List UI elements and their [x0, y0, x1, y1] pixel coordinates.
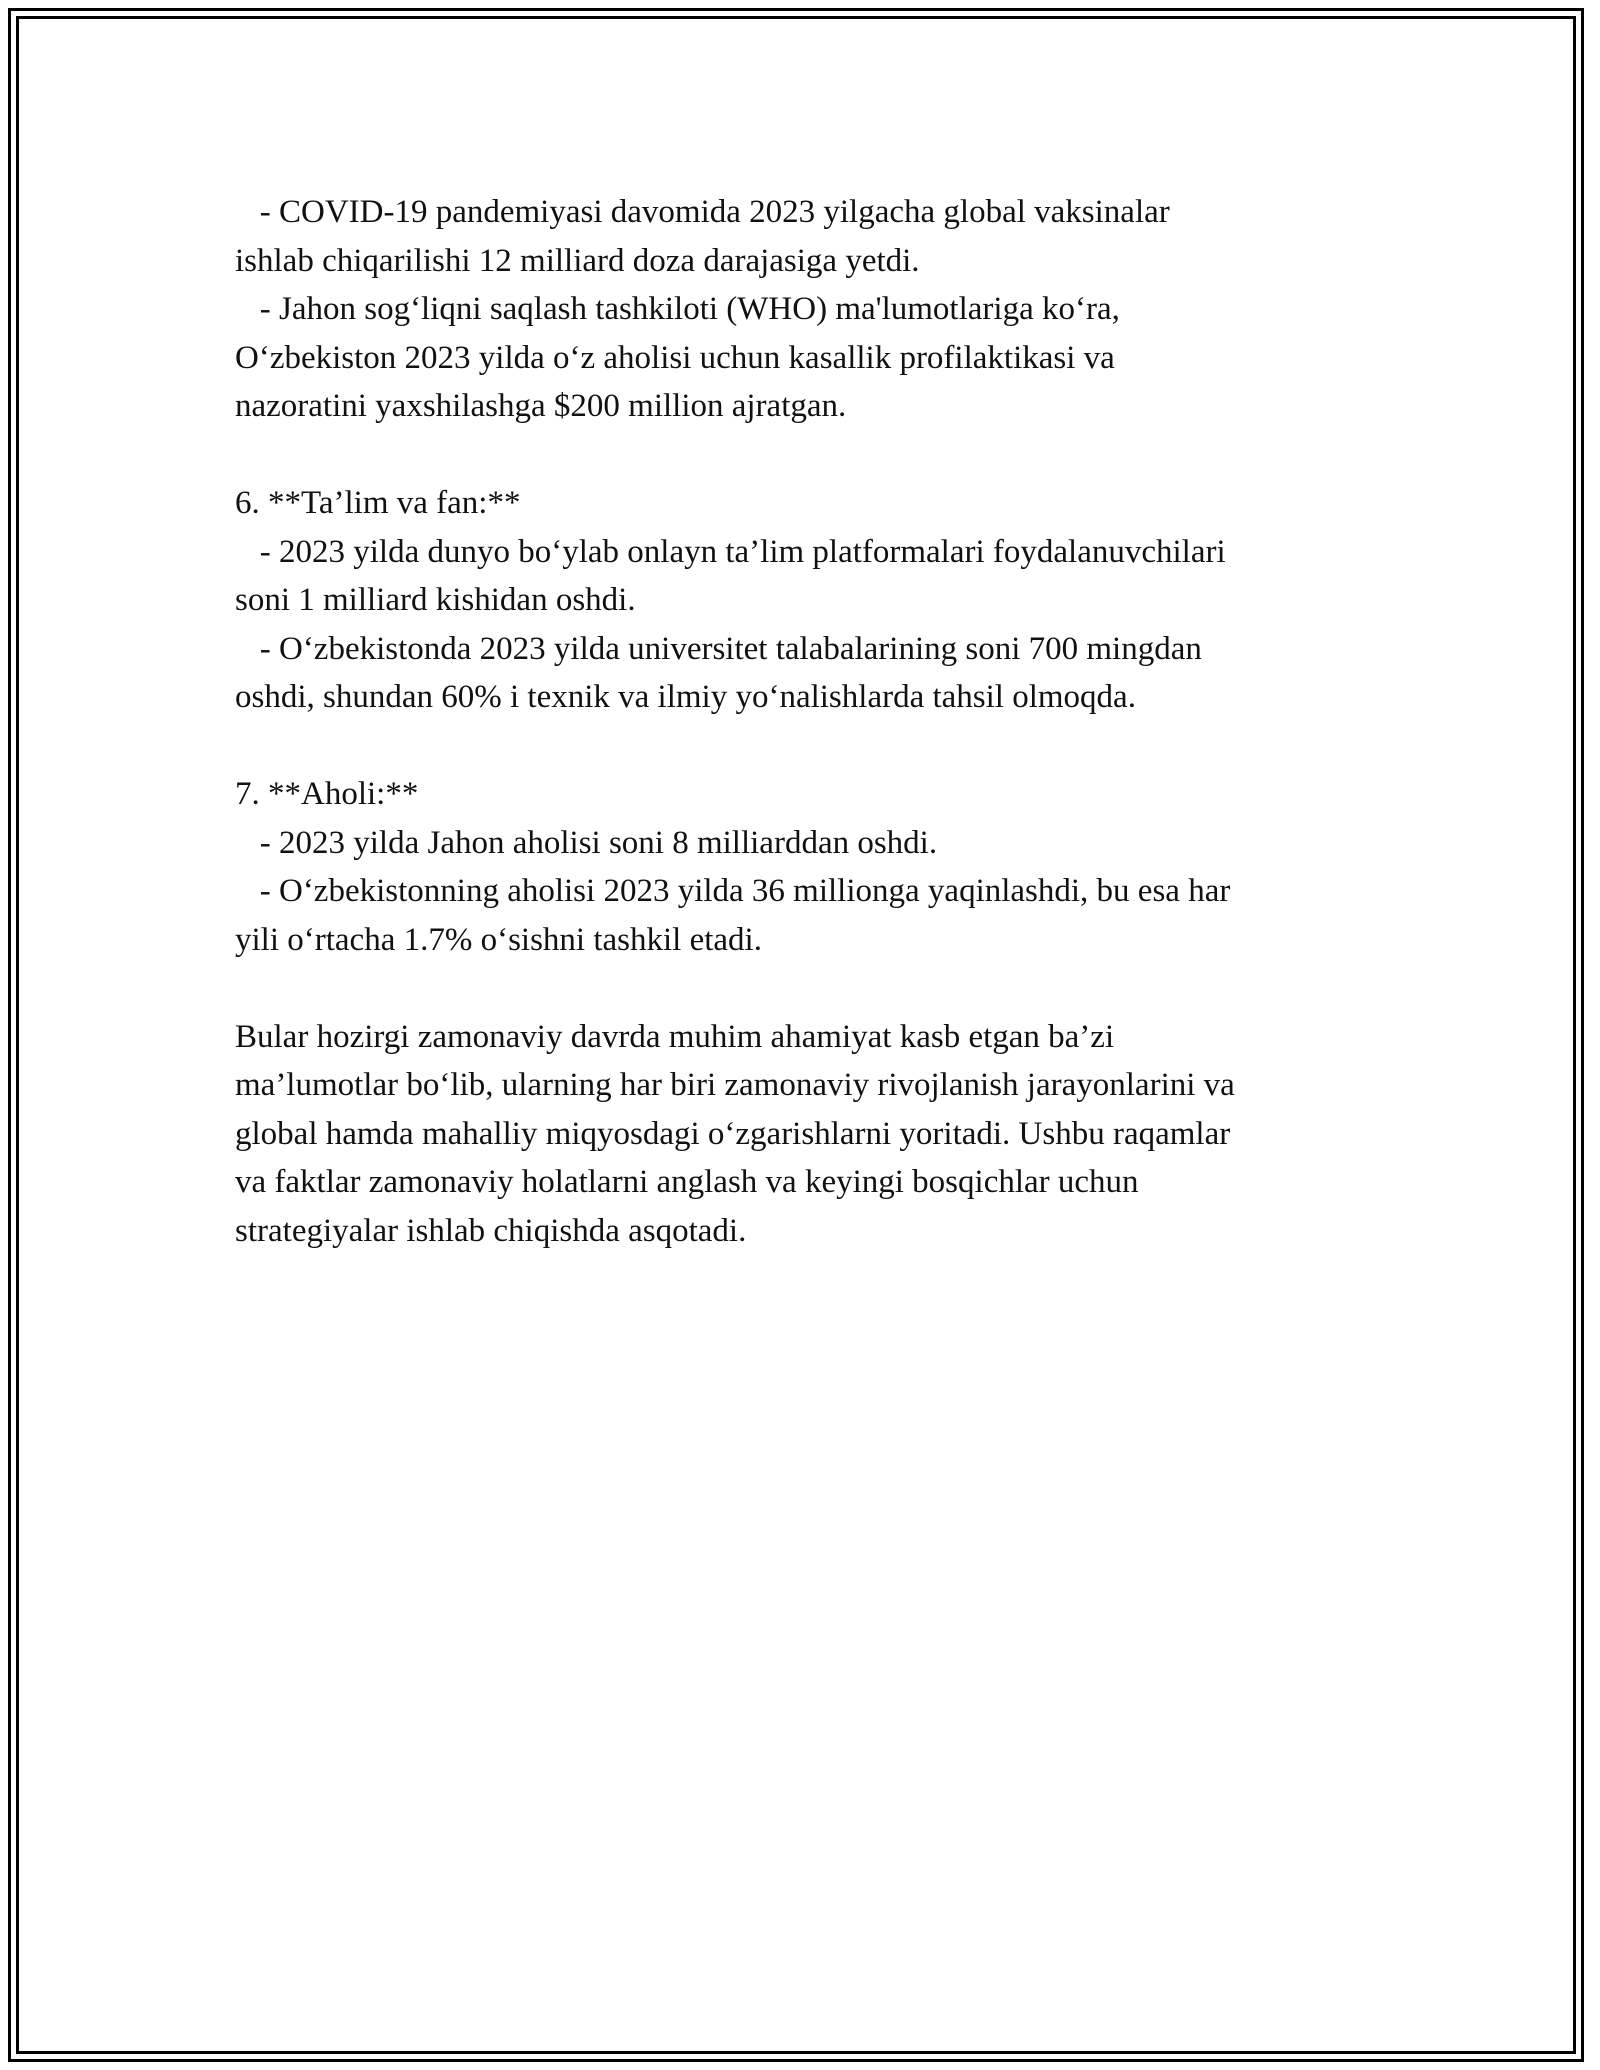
health-bullet-line: - Jahon sog‘liqni saqlash tashkiloti (WHO) ma'lumotlariga ko‘ra,	[235, 291, 1120, 327]
conclusion-line: ma’lumotlar bo‘lib, ularning har biri zamonaviy rivojlanish jarayonlarini va	[235, 1067, 1235, 1103]
health-bullet-line: ishlab chiqarilishi 12 milliard doza darajasiga yetdi.	[235, 242, 920, 279]
conclusion-line: Bular hozirgi zamonaviy davrda muhim ahamiyat kasb etgan ba’zi	[235, 1018, 1115, 1055]
population-bullet-line: - O‘zbekistonning aholisi 2023 yilda 36 millionga yaqinlashdi, bu esa har	[235, 873, 1231, 909]
health-bullet-line: nazoratini yaxshilashga $200 million ajratgan.	[235, 388, 847, 424]
education-bullet-line: - O‘zbekistonda 2023 yilda universitet talabalarining soni 700 mingdan	[235, 630, 1202, 667]
health-bullet-line: - COVID-19 pandemiyasi davomida 2023 yilgacha global vaksinalar	[235, 194, 1170, 230]
paragraph-gap	[235, 431, 1385, 480]
education-bullet-line: soni 1 milliard kishidan oshdi.	[235, 582, 636, 618]
education-bullet-line: oshdi, shundan 60% i texnik va ilmiy yo‘nalishlarda tahsil olmoqda.	[235, 679, 1136, 715]
conclusion-line: global hamda mahalliy miqyosdagi o‘zgarishlarni yoritadi. Ushbu raqamlar	[235, 1115, 1231, 1152]
education-bullet-line: - 2023 yilda dunyo bo‘ylab onlayn ta’lim platformalari foydalanuvchilari	[235, 533, 1226, 570]
population-bullet-line: yili o‘rtacha 1.7% o‘sishni tashkil etadi.	[235, 921, 762, 958]
health-bullet-line: O‘zbekiston 2023 yilda o‘z aholisi uchun kasallik profilaktikasi va	[235, 339, 1115, 376]
conclusion-line: strategiyalar ishlab chiqishda asqotadi.	[235, 1212, 747, 1249]
paragraph-gap	[235, 964, 1385, 1013]
paragraph-gap	[235, 722, 1385, 771]
education-heading: 6. **Ta’lim va fan:**	[235, 485, 521, 521]
population-heading: 7. **Aholi:**	[235, 776, 419, 812]
conclusion-line: va faktlar zamonaviy holatlarni anglash va keyingi bosqichlar uchun	[235, 1164, 1139, 1200]
document-body	[235, 188, 1385, 1255]
population-bullet-line: - 2023 yilda Jahon aholisi soni 8 milliarddan oshdi.	[235, 824, 938, 861]
